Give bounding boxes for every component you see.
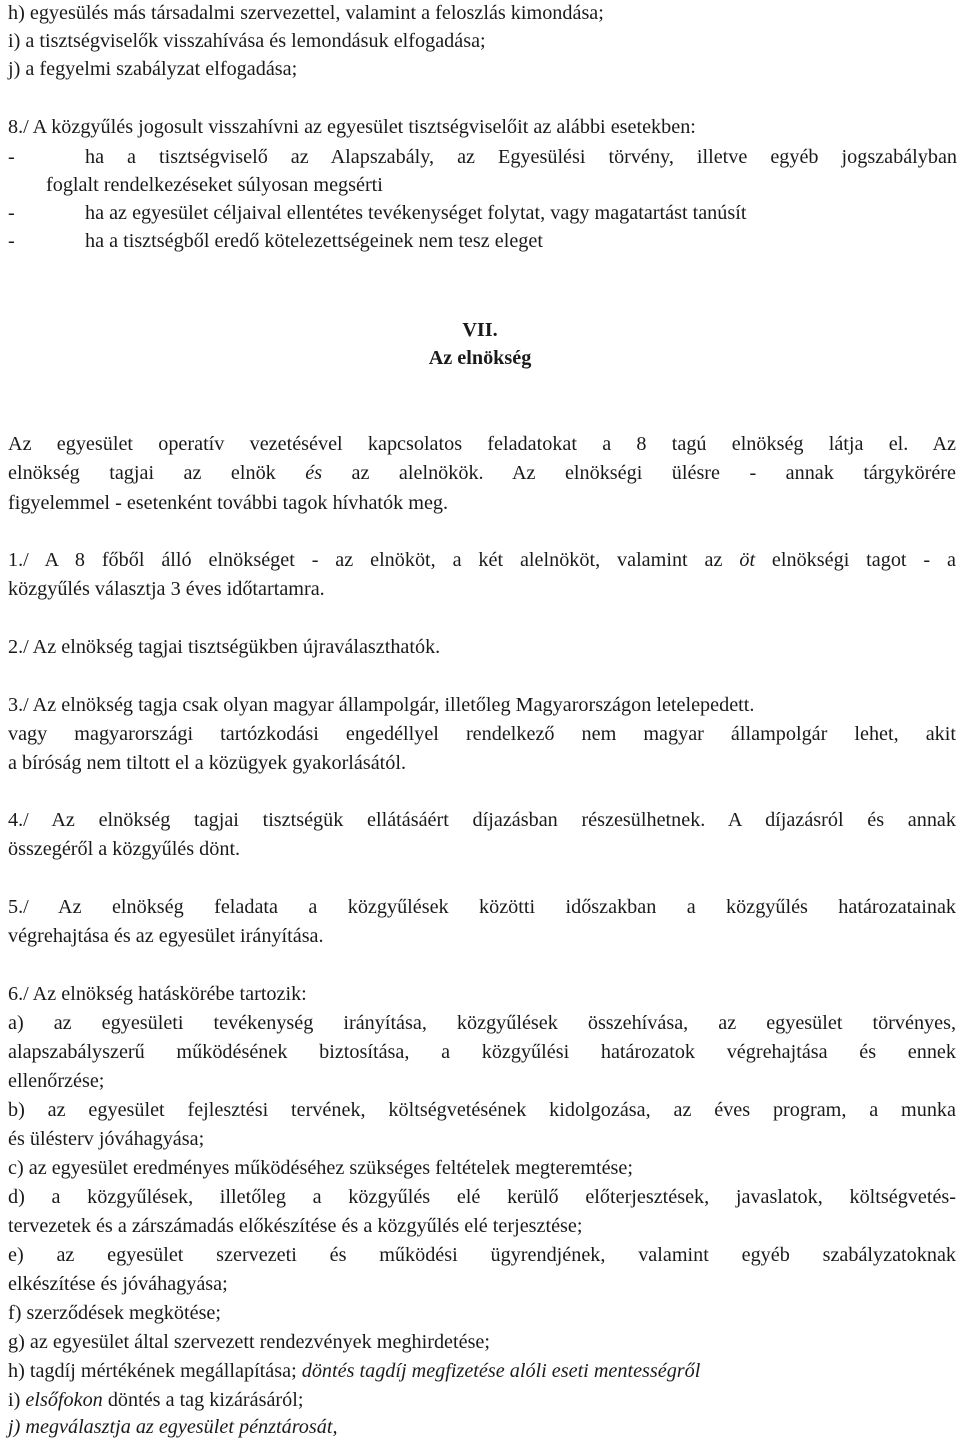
point8-item3: ha a tisztségből eredő kötelezettségeinek nem tesz eleget	[85, 230, 543, 252]
p1-line1	[8, 547, 956, 573]
p6-h-italic: döntés tagdíj megfizetése alóli eseti mentességről	[301, 1360, 701, 1382]
intro-line2	[8, 460, 956, 486]
p6-h-a: h) tagdíj mértékének megállapítása;	[8, 1360, 302, 1382]
p1-line1-b: elnökségi tagot - a	[755, 549, 956, 571]
p6-d-line1: d) a közgyűlések, illetőleg a közgyűlés elé kerülő előterjesztések, javaslatok, költségvetés-	[8, 1186, 956, 1208]
intro-line3: figyelemmel - esetenként további tagok hívhatók meg.	[8, 492, 449, 514]
p6-i-a: i)	[8, 1389, 26, 1411]
p6-i-b: döntés a tag kizárásáról;	[102, 1389, 304, 1411]
p6-f: f) szerződések megkötése;	[8, 1302, 221, 1324]
p3-line2: vagy magyarországi tartózkodási engedéllyel rendelkező nem magyar állampolgár lehet, akit	[8, 723, 956, 745]
p5-line1: 5./ Az elnökség feladata a közgyűlések közötti időszakban a közgyűlés határozatainak	[8, 896, 956, 918]
point8-dash-1: -	[8, 146, 15, 168]
p5-line2: végrehajtása és az egyesület irányítása.	[8, 925, 324, 947]
p6-i	[8, 1387, 303, 1413]
intro-line1: Az egyesület operatív vezetésével kapcsolatos feladatokat a 8 tagú elnökség látja el. Az	[8, 433, 956, 455]
item-h: h) egyesülés más társadalmi szervezettel, valamint a feloszlás kimondása;	[8, 2, 604, 24]
p6-h	[8, 1358, 700, 1384]
section-number: VII.	[462, 319, 498, 341]
p6-a-line2: alapszabályszerű működésének biztosítása, a közgyűlési határozatok végrehajtása és ennek	[8, 1041, 956, 1063]
p1-line2: közgyűlés választja 3 éves időtartamra.	[8, 578, 325, 600]
p6-j	[8, 1414, 338, 1440]
intro-line2-a: elnökség tagjai az elnök	[8, 462, 306, 484]
intro-line2-italic: és	[305, 462, 323, 484]
intro-line2-b: az alelnökök. Az elnökségi ülésre - annak tárgykörére	[322, 462, 956, 484]
p6-a-line3: ellenőrzése;	[8, 1070, 105, 1092]
p6-e-line2: elkészítése és jóváhagyása;	[8, 1273, 228, 1295]
point8-heading: 8./ A közgyűlés jogosult visszahívni az egyesület tisztségviselőit az alábbi esetekben:	[8, 116, 696, 138]
point8-dash-2: -	[8, 202, 15, 224]
point8-item1-line1: ha a tisztségviselő az Alapszabály, az Egyesülési törvény, illetve egyéb jogszabályban	[85, 146, 957, 168]
p6-i-italic: elsőfokon	[25, 1389, 103, 1411]
p6-e-line1: e) az egyesület szervezeti és működési ügyrendjének, valamint egyéb szabályzatoknak	[8, 1244, 956, 1266]
point8-item2: ha az egyesület céljaival ellentétes tevékenységet folytat, vagy magatartást tanúsít	[85, 202, 747, 224]
p4-line1: 4./ Az elnökség tagjai tisztségük ellátásáért díjazásban részesülhetnek. A díjazásról és annak	[8, 809, 956, 831]
p2-line1: 2./ Az elnökség tagjai tisztségükben újraválaszthatók.	[8, 636, 441, 658]
p3-line1: 3./ Az elnökség tagja csak olyan magyar állampolgár, illetőleg Magyarországon letelepedett.	[8, 694, 755, 716]
p6-d-line2: tervezetek és a zárszámadás előkészítése és a közgyűlés elé terjesztése;	[8, 1215, 583, 1237]
p6-a-line1: a) az egyesületi tevékenység irányítása, közgyűlések összehívása, az egyesület törvényes,	[8, 1012, 956, 1034]
p1-line1-italic: öt	[739, 549, 756, 571]
point8-dash-3: -	[8, 230, 15, 252]
section-title: Az elnökség	[428, 347, 532, 369]
item-j: j) a fegyelmi szabályzat elfogadása;	[8, 58, 298, 80]
p6-b-line1: b) az egyesület fejlesztési tervének, költségvetésének kidolgozása, az éves program, a munka	[8, 1099, 956, 1121]
p3-line3: a bíróság nem tiltott el a közügyek gyakorlásától.	[8, 752, 407, 774]
p4-line2: összegéről a közgyűlés dönt.	[8, 838, 241, 860]
p6-g: g) az egyesület által szervezett rendezvények meghirdetése;	[8, 1331, 491, 1353]
p6-heading: 6./ Az elnökség hatáskörébe tartozik:	[8, 983, 307, 1005]
item-i: i) a tisztségviselők visszahívása és lemondásuk elfogadása;	[8, 30, 486, 52]
p6-b-line2: és ülésterv jóváhagyása;	[8, 1128, 205, 1150]
p6-c: c) az egyesület eredményes működéséhez szükséges feltételek megteremtése;	[8, 1157, 633, 1179]
point8-item1-line2: foglalt rendelkezéseket súlyosan megsérti	[46, 174, 383, 196]
p6-j-italic: j) megválasztja az egyesület pénztárosát,	[8, 1416, 338, 1438]
p1-line1-a: 1./ A 8 főből álló elnökséget - az elnököt, a két alelnököt, valamint az	[8, 549, 740, 571]
